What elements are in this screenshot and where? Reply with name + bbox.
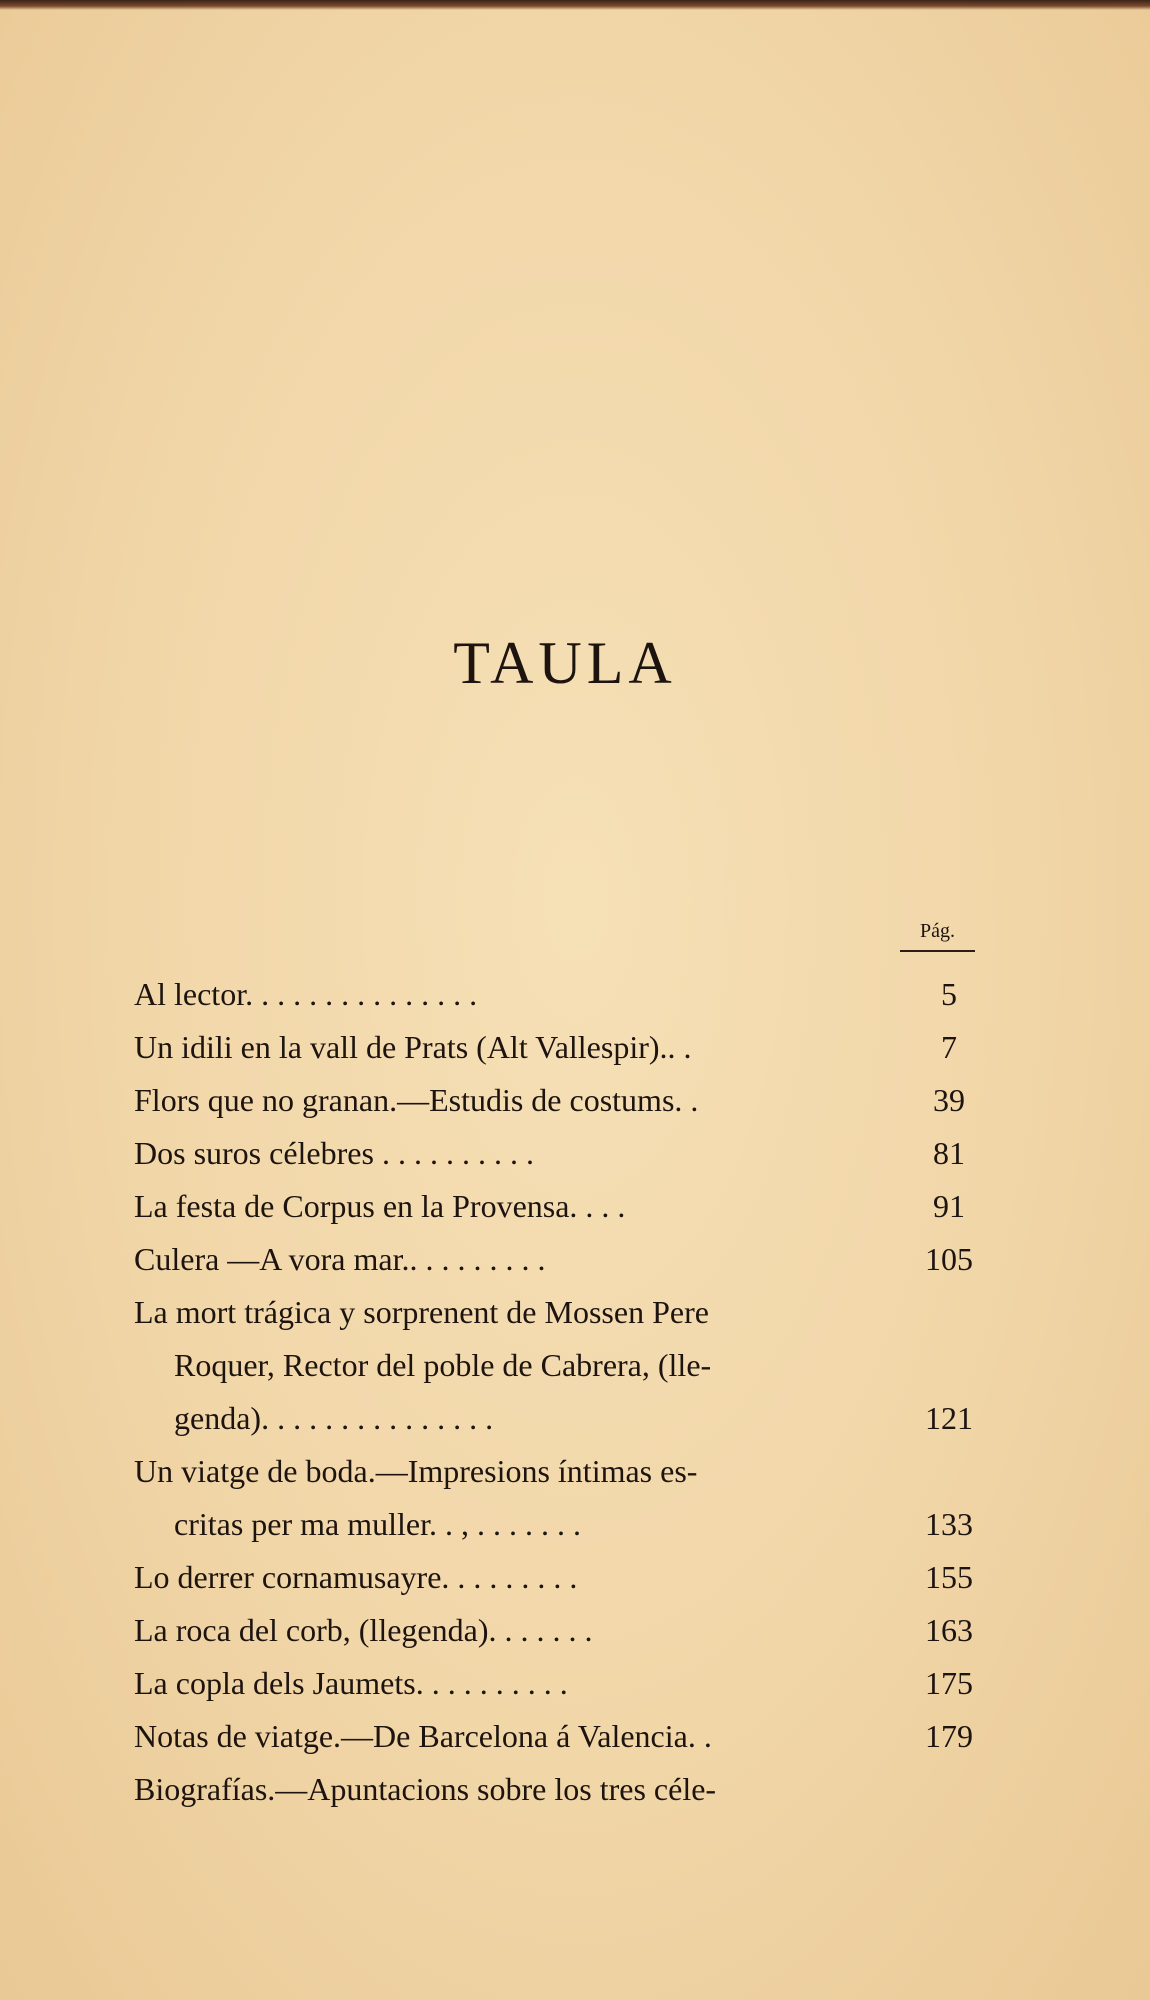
toc-entry-text: La festa de Corpus en la Provensa. . . . [134, 1188, 626, 1224]
page-top-edge [0, 0, 1150, 10]
toc-page-number: 81 [933, 1135, 965, 1171]
toc-page-number: 163 [925, 1612, 973, 1648]
toc-page-number: 91 [933, 1188, 965, 1224]
toc-line [134, 1074, 984, 1127]
toc-page-number: 175 [925, 1665, 973, 1701]
toc-line-continuation [134, 1498, 984, 1551]
toc-line [134, 1286, 984, 1339]
toc-line [134, 1445, 984, 1498]
toc-entry-text: Un viatge de boda.—Impresions íntimas es- [134, 1453, 698, 1489]
toc-entry-text: Flors que no granan.—Estudis de costums. . [134, 1082, 699, 1118]
toc-entry-text: La copla dels Jaumets. . . . . . . . . . [134, 1665, 568, 1701]
toc-entry-text: Notas de viatge.—De Barcelona á Valencia. . [134, 1718, 712, 1754]
toc-line [134, 1233, 984, 1286]
table-of-contents [134, 968, 984, 1816]
toc-page-number: 5 [941, 976, 957, 1012]
toc-line-continuation [134, 1392, 984, 1445]
toc-line [134, 1127, 984, 1180]
toc-page-number: 155 [925, 1559, 973, 1595]
toc-page-number: 105 [925, 1241, 973, 1277]
toc-entry-text: Un idili en la vall de Prats (Alt Vallespir).. . [134, 1029, 692, 1065]
page-column-label: Pág. [900, 918, 975, 952]
toc-entry-text: Culera —A vora mar.. . . . . . . . . [134, 1241, 546, 1277]
toc-page-number: 7 [941, 1029, 957, 1065]
toc-entry-text: Lo derrer cornamusayre. . . . . . . . . [134, 1559, 578, 1595]
toc-entry-text: critas per ma muller. . , . . . . . . . [174, 1506, 582, 1542]
page-title: TAULA [453, 630, 677, 696]
toc-page-number: 179 [925, 1718, 973, 1754]
toc-entry-text: La mort trágica y sorprenent de Mossen Pere [134, 1294, 709, 1330]
toc-page-number: 121 [925, 1400, 973, 1436]
toc-line [134, 1710, 984, 1763]
toc-page-number: 133 [925, 1506, 973, 1542]
toc-line [134, 1657, 984, 1710]
toc-entry-text: Biografías.—Apuntacions sobre los tres céle- [134, 1771, 717, 1807]
toc-line [134, 1180, 984, 1233]
toc-line-continuation [134, 1339, 984, 1392]
toc-line [134, 1021, 984, 1074]
toc-page-number: 39 [933, 1082, 965, 1118]
toc-line [134, 1551, 984, 1604]
toc-line [134, 1763, 984, 1816]
toc-entry-text: Dos suros célebres . . . . . . . . . . [134, 1135, 534, 1171]
toc-entry-text: La roca del corb, (llegenda). . . . . . . [134, 1612, 593, 1648]
toc-line [134, 968, 984, 1021]
toc-line [134, 1604, 984, 1657]
toc-entry-text: Al lector. . . . . . . . . . . . . . . [134, 976, 478, 1012]
toc-entry-text: Roquer, Rector del poble de Cabrera, (lle- [174, 1347, 712, 1383]
toc-entry-text: genda). . . . . . . . . . . . . . . [174, 1400, 494, 1436]
